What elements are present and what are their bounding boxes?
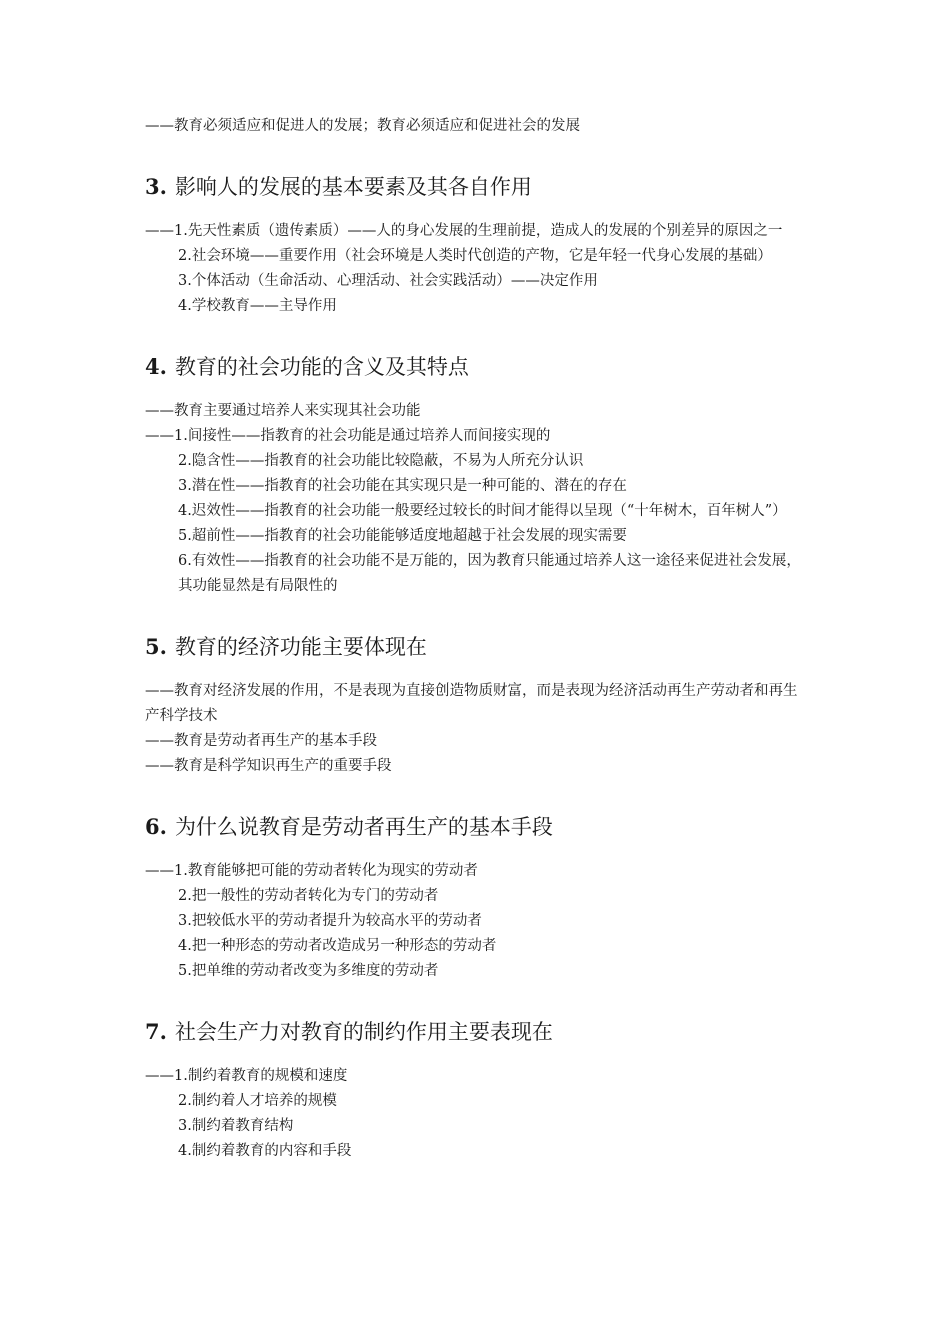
section-title: 教育的经济功能主要体现在 [174, 635, 427, 659]
section-7-line-1: ——1.制约着教育的规模和速度 [145, 1068, 348, 1084]
section-4-line-1: ——教育主要通过培养人来实现其社会功能 [145, 403, 421, 419]
section-number: 7. [145, 1019, 167, 1044]
section-heading-6 [145, 813, 811, 841]
section-7-line-3: 3.制约着教育结构 [178, 1118, 294, 1134]
section-heading-4 [145, 353, 811, 381]
section-title: 教育的社会功能的含义及其特点 [174, 355, 469, 379]
section-3-line-3: 3.个体活动（生命活动、心理活动、社会实践活动）——决定作用 [178, 273, 598, 289]
section-number: 6. [145, 814, 167, 839]
section-heading-7 [145, 1018, 811, 1046]
section-title: 社会生产力对教育的制约作用主要表现在 [174, 1020, 553, 1044]
section-4-line-3: 2.隐含性——指教育的社会功能比较隐蔽，不易为人所充分认识 [178, 453, 584, 469]
section-5-line-2: ——教育是劳动者再生产的基本手段 [145, 733, 377, 749]
section-3-line-1: ——1.先天性素质（遗传素质）——人的身心发展的生理前提，造成人的发展的个别差异的原因之一 [145, 223, 783, 239]
section-3-line-2: 2.社会环境——重要作用（社会环境是人类时代创造的产物，它是年轻一代身心发展的基础） [178, 248, 772, 264]
intro-line: ——教育必须适应和促进人的发展；教育必须适应和促进社会的发展 [145, 118, 580, 134]
section-6-line-5: 5.把单维的劳动者改变为多维度的劳动者 [178, 963, 439, 979]
section-4-line-2: ——1.间接性——指教育的社会功能是通过培养人而间接实现的 [145, 428, 551, 444]
section-number: 4. [145, 354, 167, 379]
section-heading-5 [145, 633, 811, 661]
section-6-line-3: 3.把较低水平的劳动者提升为较高水平的劳动者 [178, 913, 482, 929]
section-3-line-4: 4.学校教育——主导作用 [178, 298, 337, 314]
section-6-line-2: 2.把一般性的劳动者转化为专门的劳动者 [178, 888, 439, 904]
section-title: 影响人的发展的基本要素及其各自作用 [174, 175, 532, 199]
section-7-line-2: 2.制约着人才培养的规模 [178, 1093, 337, 1109]
section-number: 5. [145, 634, 167, 659]
section-7-line-4: 4.制约着教育的内容和手段 [178, 1143, 352, 1159]
section-5-line-3: ——教育是科学知识再生产的重要手段 [145, 758, 392, 774]
section-6-line-4: 4.把一种形态的劳动者改造成另一种形态的劳动者 [178, 938, 497, 954]
section-4-line-4: 3.潜在性——指教育的社会功能在其实现只是一种可能的、潜在的存在 [178, 478, 627, 494]
section-heading-3 [145, 173, 811, 201]
section-4-line-5: 4.迟效性——指教育的社会功能一般要经过较长的时间才能得以呈现（“十年树木，百年树人”） [178, 503, 787, 519]
section-title: 为什么说教育是劳动者再生产的基本手段 [174, 815, 553, 839]
section-6-line-1: ——1.教育能够把可能的劳动者转化为现实的劳动者 [145, 863, 478, 879]
section-4-line-7: 6.有效性——指教育的社会功能不是万能的，因为教育只能通过培养人这一途径来促进社会发展，其功能显然是有局限性的 [178, 553, 801, 594]
section-number: 3. [145, 174, 167, 199]
document-page [145, 114, 811, 1164]
section-5-line-1: ——教育对经济发展的作用，不是表现为直接创造物质财富，而是表现为经济活动再生产劳动者和再生产科学技术 [145, 683, 798, 724]
section-4-line-6: 5.超前性——指教育的社会功能能够适度地超越于社会发展的现实需要 [178, 528, 627, 544]
